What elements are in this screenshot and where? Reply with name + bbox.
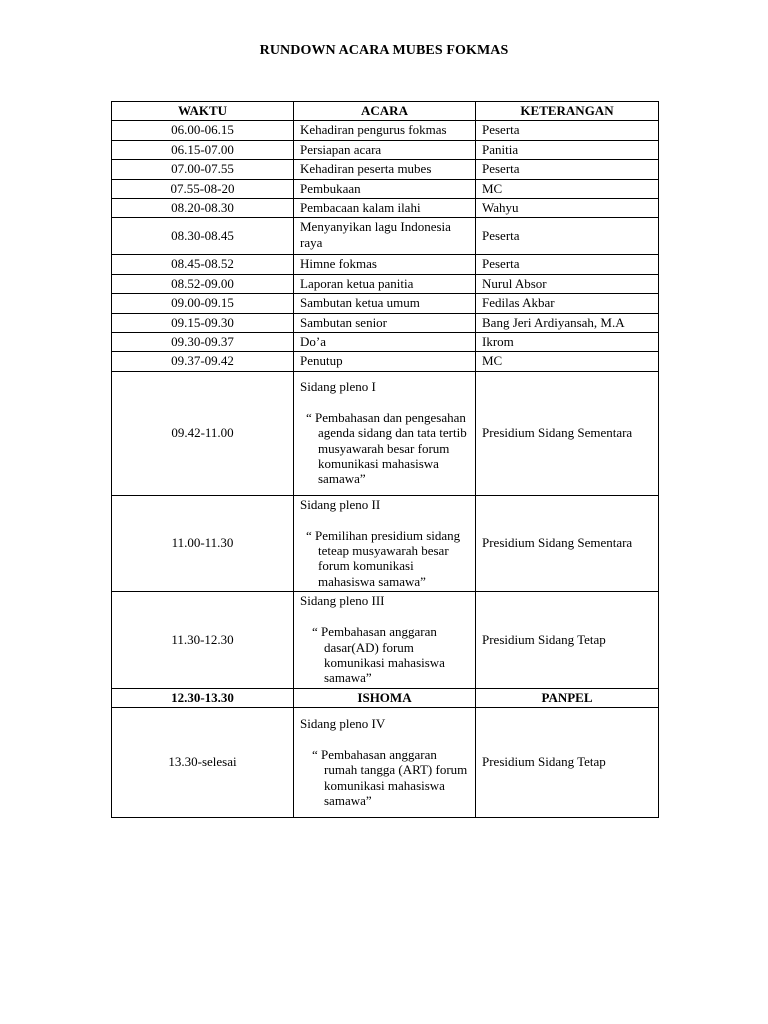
session-name: Sidang pleno IV xyxy=(300,715,386,731)
time-cell: 09.42-11.00 xyxy=(112,371,294,495)
note-cell: Bang Jeri Ardiyansah, M.A xyxy=(476,313,659,332)
session-name: Sidang pleno III xyxy=(300,593,385,609)
activity-cell: Persiapan acara xyxy=(294,140,476,159)
table-row xyxy=(112,218,659,255)
table-row xyxy=(112,294,659,313)
time-cell: 12.30-13.30 xyxy=(112,688,294,707)
table-row xyxy=(112,199,659,218)
page-title: RUNDOWN ACARA MUBES FOKMAS xyxy=(259,43,509,58)
table-row xyxy=(112,140,659,159)
note-cell: Presidium Sidang Sementara xyxy=(476,495,659,591)
note-cell: Peserta xyxy=(476,160,659,179)
note-cell: Panitia xyxy=(476,140,659,159)
activity-cell: Laporan ketua panitia xyxy=(294,274,476,293)
note-cell: Peserta xyxy=(476,218,659,255)
activity-cell: Sambutan senior xyxy=(294,313,476,332)
time-cell: 09.30-09.37 xyxy=(112,333,294,352)
time-cell: 08.52-09.00 xyxy=(112,274,294,293)
session-name: Sidang pleno II xyxy=(300,496,381,512)
time-cell: 08.20-08.30 xyxy=(112,199,294,218)
note-cell: Ikrom xyxy=(476,333,659,352)
table-header-row xyxy=(112,102,659,121)
note-cell: Presidium Sidang Tetap xyxy=(476,708,659,818)
table-row xyxy=(112,121,659,140)
column-header-acara: ACARA xyxy=(294,102,476,121)
session-description: “ Pembahasan anggaran dasar(AD) forum komunikasi mahasiswa samawa” xyxy=(312,624,445,686)
note-cell: MC xyxy=(476,179,659,198)
activity-cell: Kehadiran peserta mubes xyxy=(294,160,476,179)
session-activity-cell xyxy=(294,495,476,591)
table-row xyxy=(112,160,659,179)
table-row xyxy=(112,274,659,293)
activity-cell: Himne fokmas xyxy=(294,255,476,274)
note-cell: Fedilas Akbar xyxy=(476,294,659,313)
time-cell: 09.00-09.15 xyxy=(112,294,294,313)
time-cell: 07.00-07.55 xyxy=(112,160,294,179)
session-activity-cell xyxy=(294,592,476,688)
session-description: “ Pembahasan anggaran rumah tangga (ART) forum komunikasi mahasiswa samawa” xyxy=(312,746,468,808)
column-header-waktu: WAKTU xyxy=(112,102,294,121)
activity-cell: Menyanyikan lagu Indonesia raya xyxy=(294,218,476,255)
session-row xyxy=(112,708,659,818)
activity-cell: ISHOMA xyxy=(294,688,476,707)
column-header-keterangan: KETERANGAN xyxy=(476,102,659,121)
time-cell: 11.00-11.30 xyxy=(112,495,294,591)
activity-cell: Pembukaan xyxy=(294,179,476,198)
session-description: “ Pemilihan presidium sidang teteap musyawarah besar forum komunikasi mahasiswa samawa” xyxy=(306,527,461,589)
table-row xyxy=(112,179,659,198)
session-name: Sidang pleno I xyxy=(300,378,376,394)
time-cell: 11.30-12.30 xyxy=(112,592,294,688)
note-cell: Nurul Absor xyxy=(476,274,659,293)
session-row xyxy=(112,592,659,688)
table-row xyxy=(112,333,659,352)
activity-cell: Pembacaan kalam ilahi xyxy=(294,199,476,218)
note-cell: Peserta xyxy=(476,121,659,140)
time-cell: 06.00-06.15 xyxy=(112,121,294,140)
note-cell: Wahyu xyxy=(476,199,659,218)
table-row xyxy=(112,255,659,274)
session-row xyxy=(112,371,659,495)
session-row xyxy=(112,495,659,591)
activity-cell: Penutup xyxy=(294,352,476,371)
time-cell: 08.30-08.45 xyxy=(112,218,294,255)
time-cell: 09.37-09.42 xyxy=(112,352,294,371)
table-row xyxy=(112,352,659,371)
table-row xyxy=(112,313,659,332)
time-cell: 08.45-08.52 xyxy=(112,255,294,274)
session-activity-cell xyxy=(294,708,476,818)
session-activity-cell xyxy=(294,371,476,495)
note-cell: MC xyxy=(476,352,659,371)
time-cell: 09.15-09.30 xyxy=(112,313,294,332)
time-cell: 07.55-08-20 xyxy=(112,179,294,198)
activity-cell: Kehadiran pengurus fokmas xyxy=(294,121,476,140)
break-row xyxy=(112,688,659,707)
note-cell: Presidium Sidang Tetap xyxy=(476,592,659,688)
time-cell: 06.15-07.00 xyxy=(112,140,294,159)
time-cell: 13.30-selesai xyxy=(112,708,294,818)
activity-cell: Do’a xyxy=(294,333,476,352)
note-cell: Peserta xyxy=(476,255,659,274)
note-cell: Presidium Sidang Sementara xyxy=(476,371,659,495)
note-cell: PANPEL xyxy=(476,688,659,707)
activity-cell: Sambutan ketua umum xyxy=(294,294,476,313)
rundown-table xyxy=(111,101,659,818)
session-description: “ Pembahasan dan pengesahan agenda sidang dan tata tertib musyawarah besar forum komunikasi mahasiswa samawa” xyxy=(306,409,467,487)
